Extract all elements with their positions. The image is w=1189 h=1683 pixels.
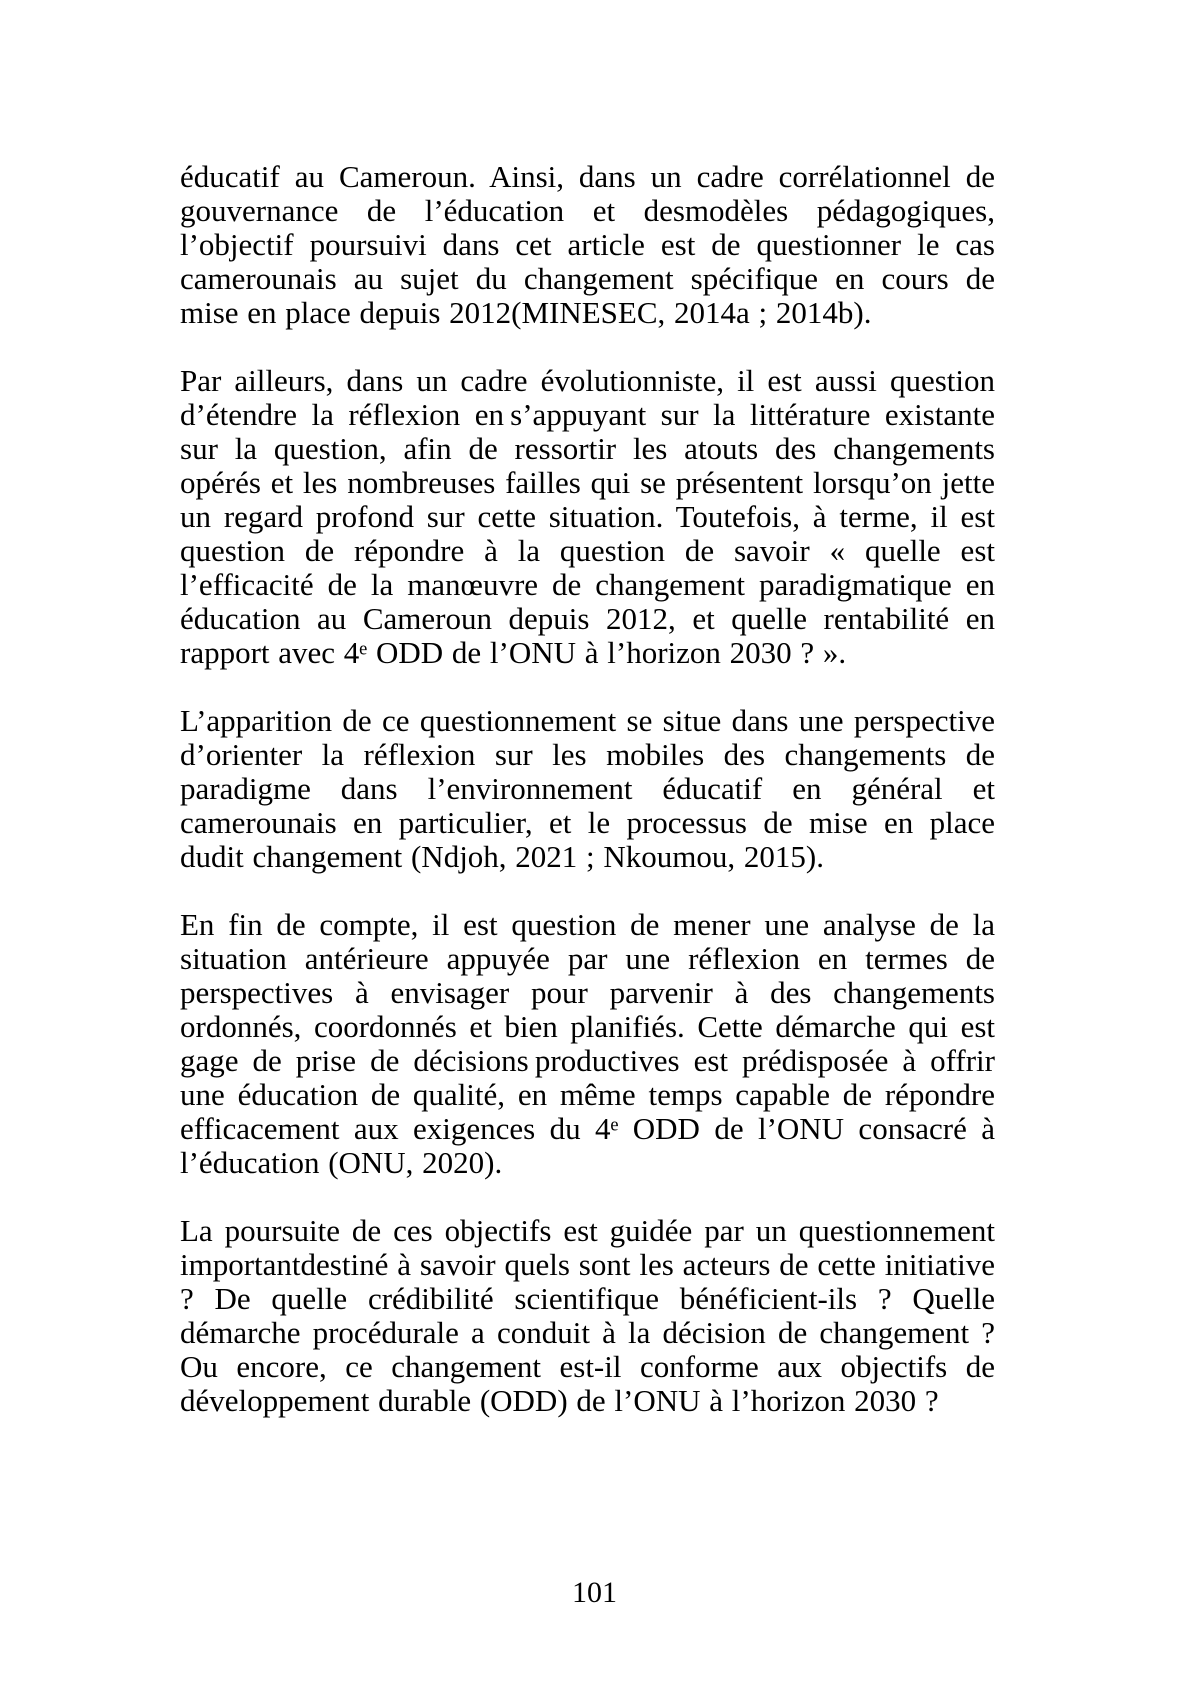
page-number: 101 — [572, 1576, 617, 1609]
page-footer — [0, 1576, 1189, 1610]
paragraph: La poursuite de ces objectifs est guidée par un questionnement importantdestiné à savoir quels sont les acteurs de cette initiative ? De quelle crédibilité scientifique bénéficient-ils ? Quelle démarche procédurale a conduit à la décision de changement ? Ou encore, ce changement est-il conforme aux objectifs de développement durable (ODD) de l’ONU à l’horizon 2030 ? — [180, 1213, 995, 1418]
paragraph: éducatif au Cameroun. Ainsi, dans un cadre corrélationnel de gouvernance de l’éducation et desmodèles pédagogiques, l’objectif poursuivi dans cet article est de questionner le cas camerounais au sujet du changement spécifique en cours de mise en place depuis 2012(MINESEC, 2014a ; 2014b). — [180, 159, 995, 330]
paragraph: En fin de compte, il est question de mener une analyse de la situation antérieure appuyée par une réflexion en termes de perspectives à envisager pour parvenir à des changements ordonnés, coordonnés et bien planifiés. Cette démarche qui est gage de prise de décisions productives est prédisposée à offrir une éducation de qualité, en même temps capable de répondre efficacement aux exigences du 4ᵉ ODD de l’ONU consacré à l’éducation (ONU, 2020). — [180, 907, 995, 1180]
paragraph: L’apparition de ce questionnement se situe dans une perspective d’orienter la réflexion sur les mobiles des changements de paradigme dans l’environnement éducatif en général et camerounais en particulier, et le processus de mise en place dudit changement (Ndjoh, 2021 ; Nkoumou, 2015). — [180, 703, 995, 874]
paragraph: Par ailleurs, dans un cadre évolutionniste, il est aussi question d’étendre la réflexion en s’appuyant sur la littérature existante sur la question, afin de ressortir les atouts des changements opérés et les nombreuses failles qui se présentent lorsqu’on jette un regard profond sur cette situation. Toutefois, à terme, il est question de répondre à la question de savoir « quelle est l’efficacité de la manœuvre de changement paradigmatique en éducation au Cameroun depuis 2012, et quelle rentabilité en rapport avec 4ᵉ ODD de l’ONU à l’horizon 2030 ? ». — [180, 363, 995, 670]
page-body — [180, 160, 995, 1452]
